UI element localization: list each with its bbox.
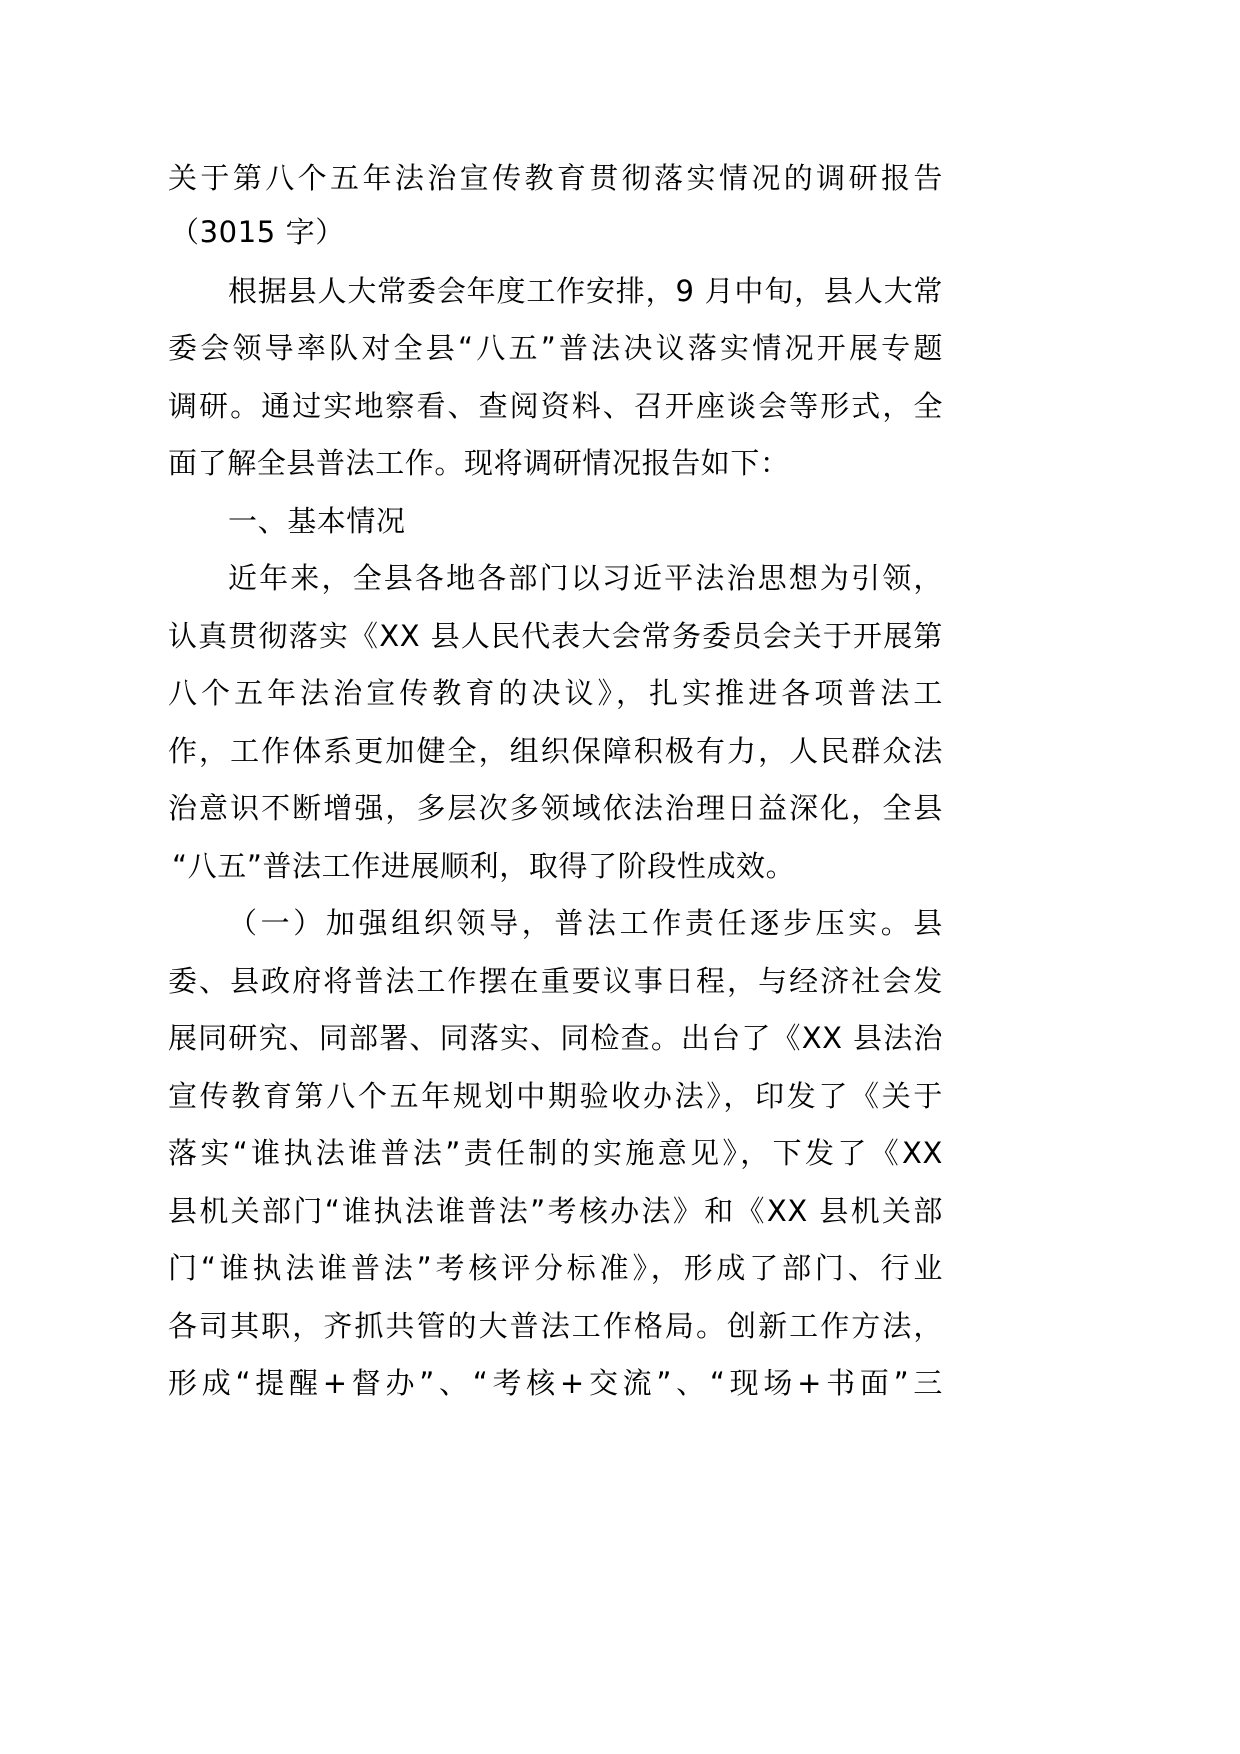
subsection-1-line-7: 门“谁执法谁普法”考核评分标准》，形成了部门、行业	[168, 1251, 943, 1285]
subsection-1-line-9: 形成“提醒+督办”、“考核+交流”、“现场+书面”三	[168, 1366, 943, 1400]
subsection-1-line-4: 宣传教育第八个五年规划中期验收办法》，印发了《关于	[168, 1079, 943, 1113]
subsection-1-line-1: （一）加强组织领导，普法工作责任逐步压实。县	[228, 906, 943, 940]
intro-paragraph-line-3: 调研。通过实地察看、查阅资料、召开座谈会等形式，全	[168, 389, 943, 423]
subsection-1-line-5: 落实“谁执法谁普法”责任制的实施意见》，下发了《XX	[168, 1136, 943, 1170]
subsection-1-line-8: 各司其职，齐抓共管的大普法工作格局。创新工作方法，	[168, 1309, 943, 1343]
section-heading-basic-situation: 一、基本情况	[228, 504, 406, 538]
basic-situation-line-6: “八五”普法工作进展顺利，取得了阶段性成效。	[172, 849, 796, 883]
intro-paragraph-line-4: 面了解全县普法工作。现将调研情况报告如下：	[168, 446, 790, 480]
basic-situation-line-2: 认真贯彻落实《XX 县人民代表大会常务委员会关于开展第	[168, 619, 943, 653]
intro-paragraph-line-2: 委会领导率队对全县“八五”普法决议落实情况开展专题	[168, 331, 943, 365]
basic-situation-line-3: 八个五年法治宣传教育的决议》，扎实推进各项普法工	[168, 676, 943, 710]
subsection-1-line-2: 委、县政府将普法工作摆在重要议事日程，与经济社会发	[168, 964, 943, 998]
basic-situation-line-5: 治意识不断增强，多层次多领域依法治理日益深化，全县	[168, 791, 943, 825]
subsection-1-line-6: 县机关部门“谁执法谁普法”考核办法》和《XX 县机关部	[168, 1194, 943, 1228]
document-title: 关于第八个五年法治宣传教育贯彻落实情况的调研报告	[168, 161, 943, 195]
document-word-count: （3015 字）	[170, 215, 345, 249]
intro-paragraph-line-1: 根据县人大常委会年度工作安排，9 月中旬，县人大常	[228, 274, 943, 308]
basic-situation-line-1: 近年来，全县各地各部门以习近平法治思想为引领，	[228, 561, 943, 595]
basic-situation-line-4: 作，工作体系更加健全，组织保障积极有力，人民群众法	[168, 734, 943, 768]
subsection-1-line-3: 展同研究、同部署、同落实、同检查。出台了《XX 县法治	[168, 1021, 943, 1055]
